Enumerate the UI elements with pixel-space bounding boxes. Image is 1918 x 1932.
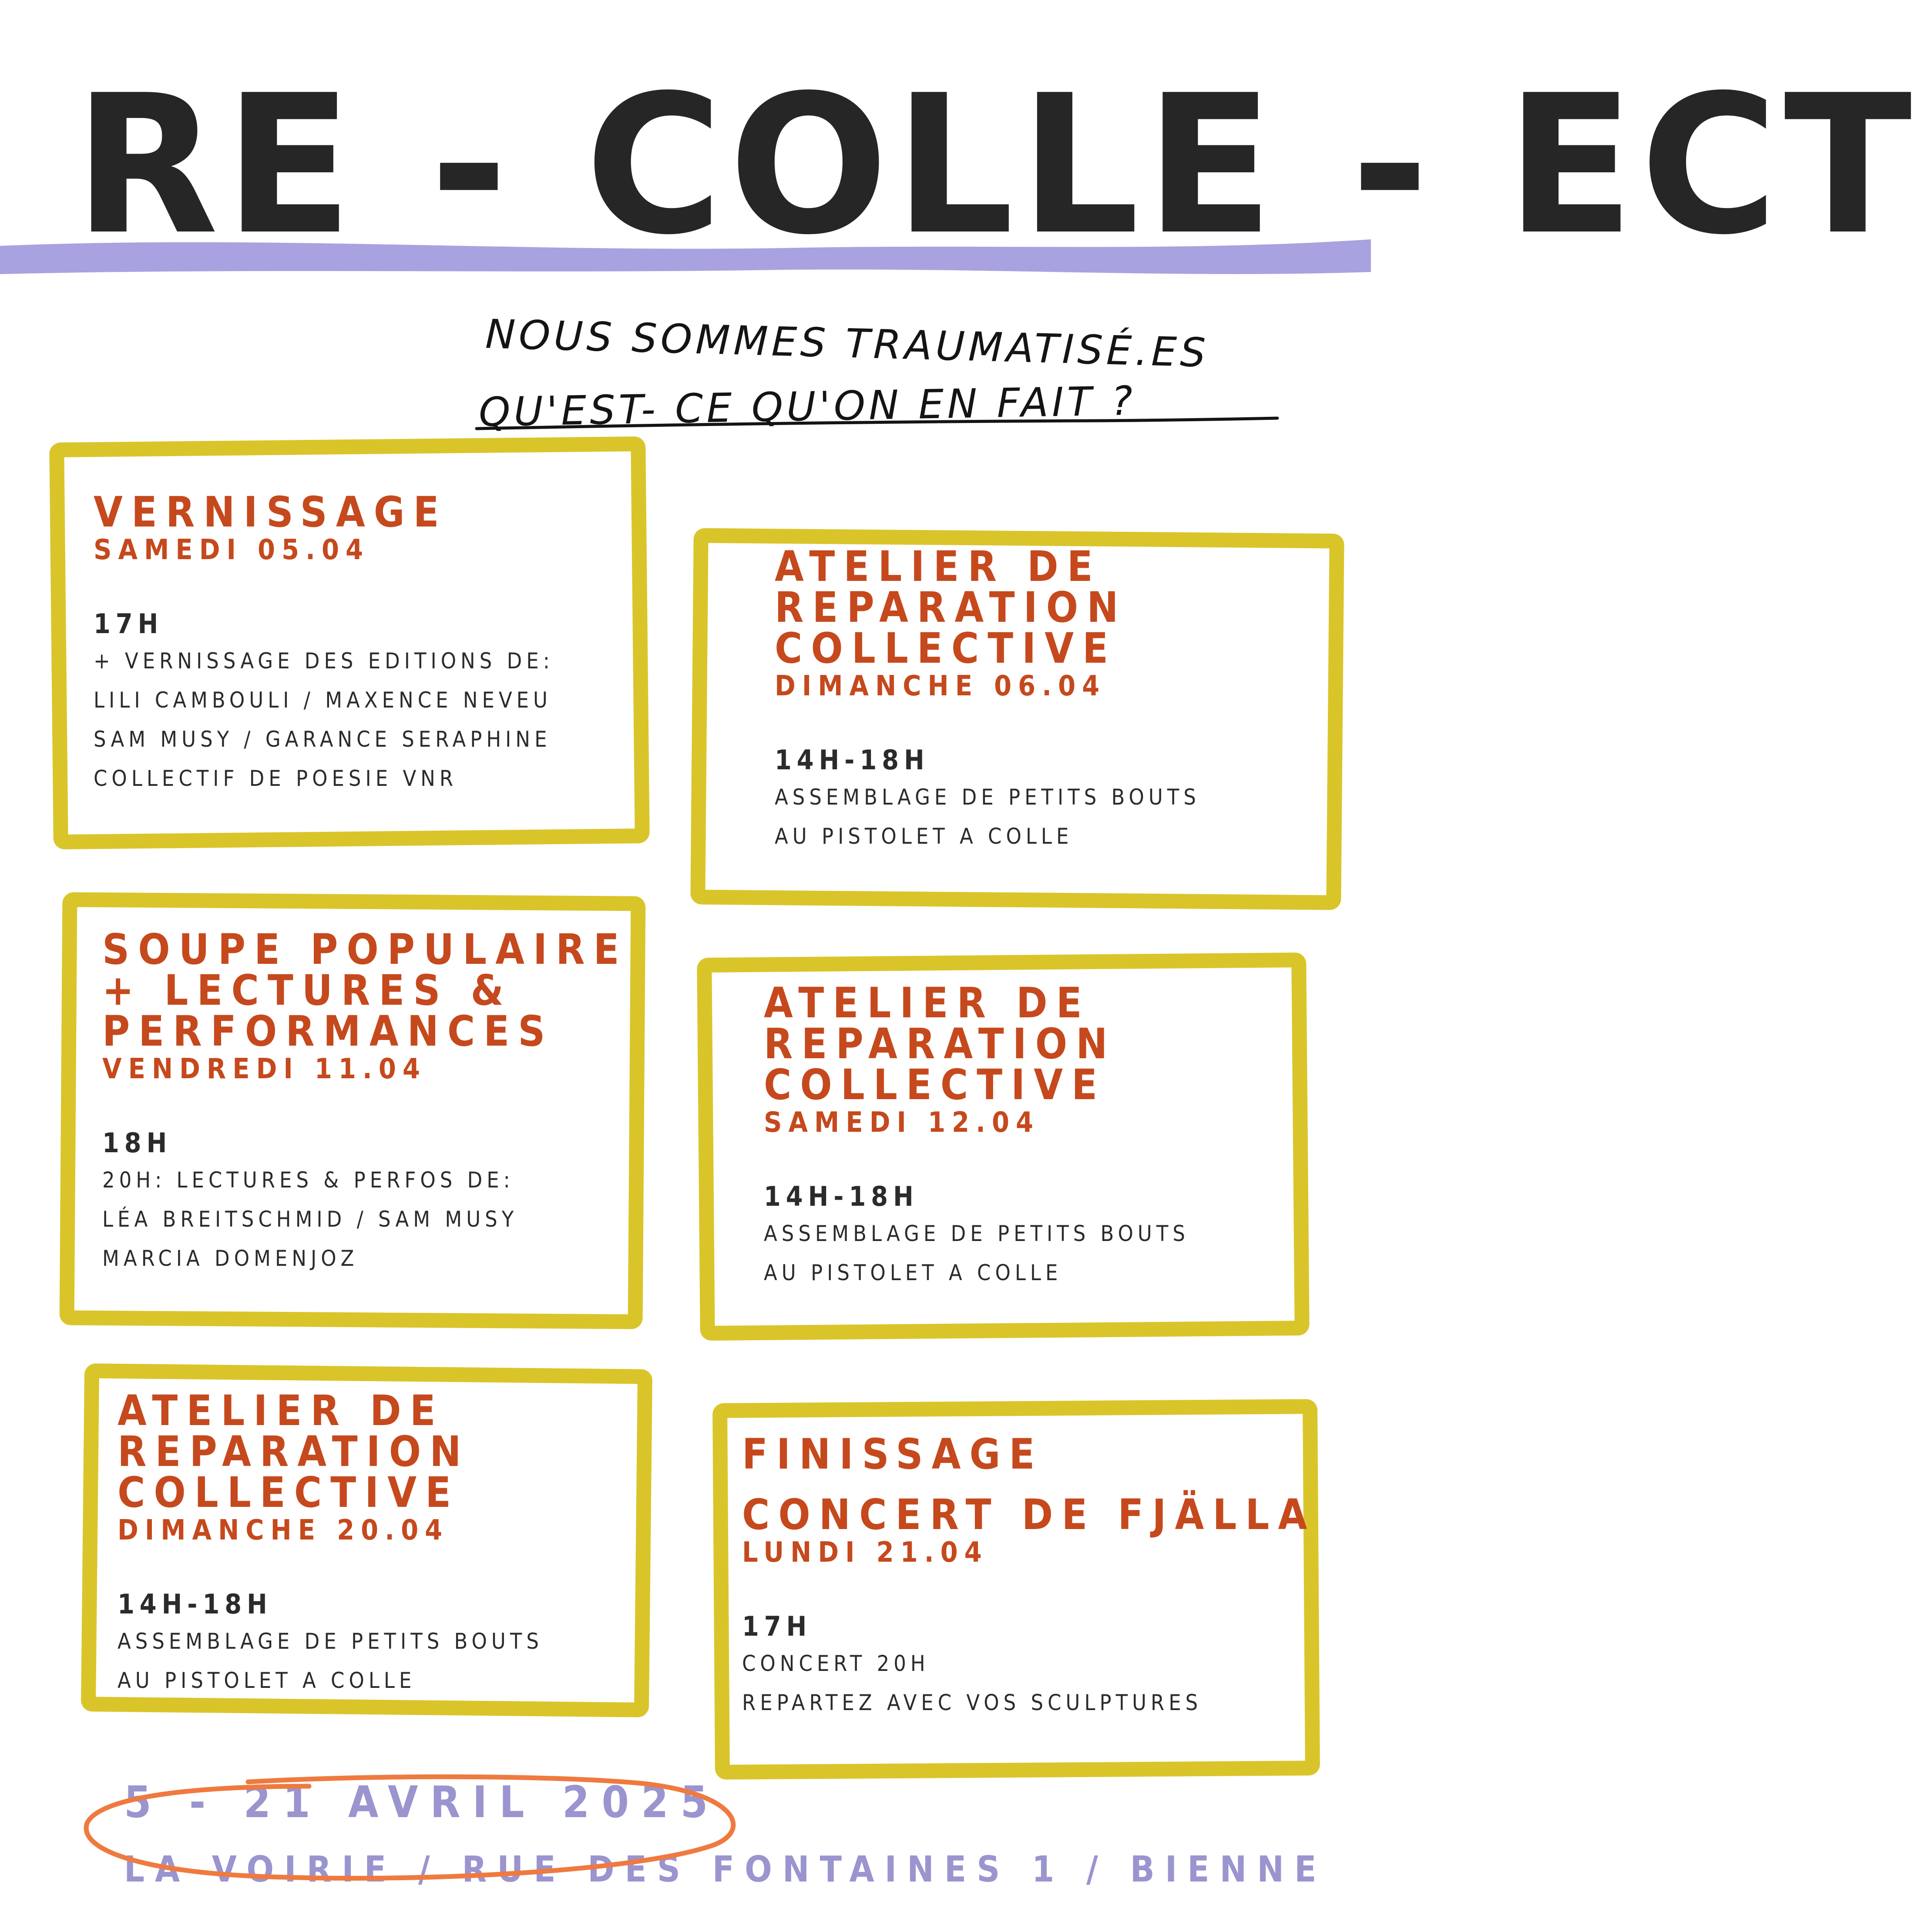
event-detail-line: COLLECTIF DE POESIE VNR — [94, 766, 458, 791]
event-title: ATELIER DE — [118, 1386, 444, 1435]
event-time: 18H — [102, 1127, 172, 1159]
event-title: VERNISSAGE — [94, 488, 448, 537]
event-title: + LECTURES & — [102, 966, 512, 1015]
event-detail-line: AU PISTOLET A COLLE — [775, 824, 1073, 849]
event-time: 14H-18H — [764, 1181, 919, 1212]
event-title: CONCERT DE FJÄLLA — [742, 1490, 1316, 1539]
event-finissage — [742, 1430, 1316, 1722]
footer-dates: 5 - 21 AVRIL 2025 — [124, 1777, 720, 1828]
event-detail-line: AU PISTOLET A COLLE — [118, 1668, 416, 1693]
event-soupe-populaire — [102, 925, 628, 1278]
event-detail-line: SAM MUSY / GARANCE SERAPHINE — [94, 727, 551, 752]
event-atelier-12-04 — [764, 979, 1189, 1292]
event-time: 17H — [94, 608, 164, 640]
event-detail-line: ASSEMBLAGE DE PETITS BOUTS — [775, 785, 1200, 810]
event-time: 14H-18H — [118, 1588, 272, 1620]
event-detail-line: ASSEMBLAGE DE PETITS BOUTS — [764, 1221, 1189, 1246]
event-title: COLLECTIVE — [775, 624, 1117, 673]
event-title: ATELIER DE — [775, 542, 1102, 591]
event-date: VENDREDI 11.04 — [102, 1053, 427, 1085]
event-title: SOUPE POPULAIRE — [102, 925, 628, 974]
subtitle-underline — [474, 416, 1280, 433]
event-date: DIMANCHE 20.04 — [118, 1514, 449, 1546]
event-title: REPARATION — [118, 1427, 470, 1476]
event-detail-line: REPARTEZ AVEC VOS SCULPTURES — [742, 1690, 1203, 1715]
event-detail-line: LILI CAMBOULI / MAXENCE NEVEU — [94, 688, 552, 713]
event-atelier-06-04 — [775, 542, 1200, 856]
event-title: REPARATION — [764, 1020, 1116, 1068]
event-title: FINISSAGE — [742, 1430, 1044, 1479]
event-title: COLLECTIVE — [118, 1468, 460, 1517]
event-detail-line: CONCERT 20H — [742, 1651, 930, 1676]
event-title: COLLECTIVE — [764, 1060, 1106, 1109]
event-detail-line: + VERNISSAGE DES EDITIONS DE: — [94, 648, 554, 674]
event-detail-line: 20H: LECTURES & PERFOS DE: — [102, 1167, 514, 1193]
event-date: LUNDI 21.04 — [742, 1536, 988, 1569]
event-time: 14H-18H — [775, 744, 930, 776]
event-detail-line: AU PISTOLET A COLLE — [764, 1260, 1062, 1285]
event-date: SAMEDI 05.04 — [94, 534, 370, 566]
orange-loop-scribble — [74, 1762, 744, 1893]
event-title: ATELIER DE — [764, 979, 1091, 1027]
event-detail-line: ASSEMBLAGE DE PETITS BOUTS — [118, 1629, 543, 1654]
subtitle-line-2: QU'EST- CE QU'ON EN FAIT ? — [478, 377, 1137, 436]
event-title: REPARATION — [775, 583, 1127, 632]
event-detail-line: LÉA BREITSCHMID / SAM MUSY — [102, 1207, 518, 1232]
event-detail-line: MARCIA DOMENJOZ — [102, 1246, 359, 1271]
event-title: PERFORMANCES — [102, 1007, 554, 1056]
event-date: DIMANCHE 06.04 — [775, 670, 1106, 702]
subtitle-line-1: NOUS SOMMES TRAUMATISÉ.ES — [484, 311, 1210, 376]
event-atelier-20-04 — [118, 1386, 543, 1700]
event-date: SAMEDI 12.04 — [764, 1107, 1040, 1139]
footer-location: LA VOIRIE / RUE DES FONTAINES 1 / BIENNE — [124, 1849, 1327, 1890]
event-vernissage — [94, 488, 554, 798]
main-title: RE - COLLE - ECT — [74, 54, 1918, 277]
event-time: 17H — [742, 1610, 812, 1642]
